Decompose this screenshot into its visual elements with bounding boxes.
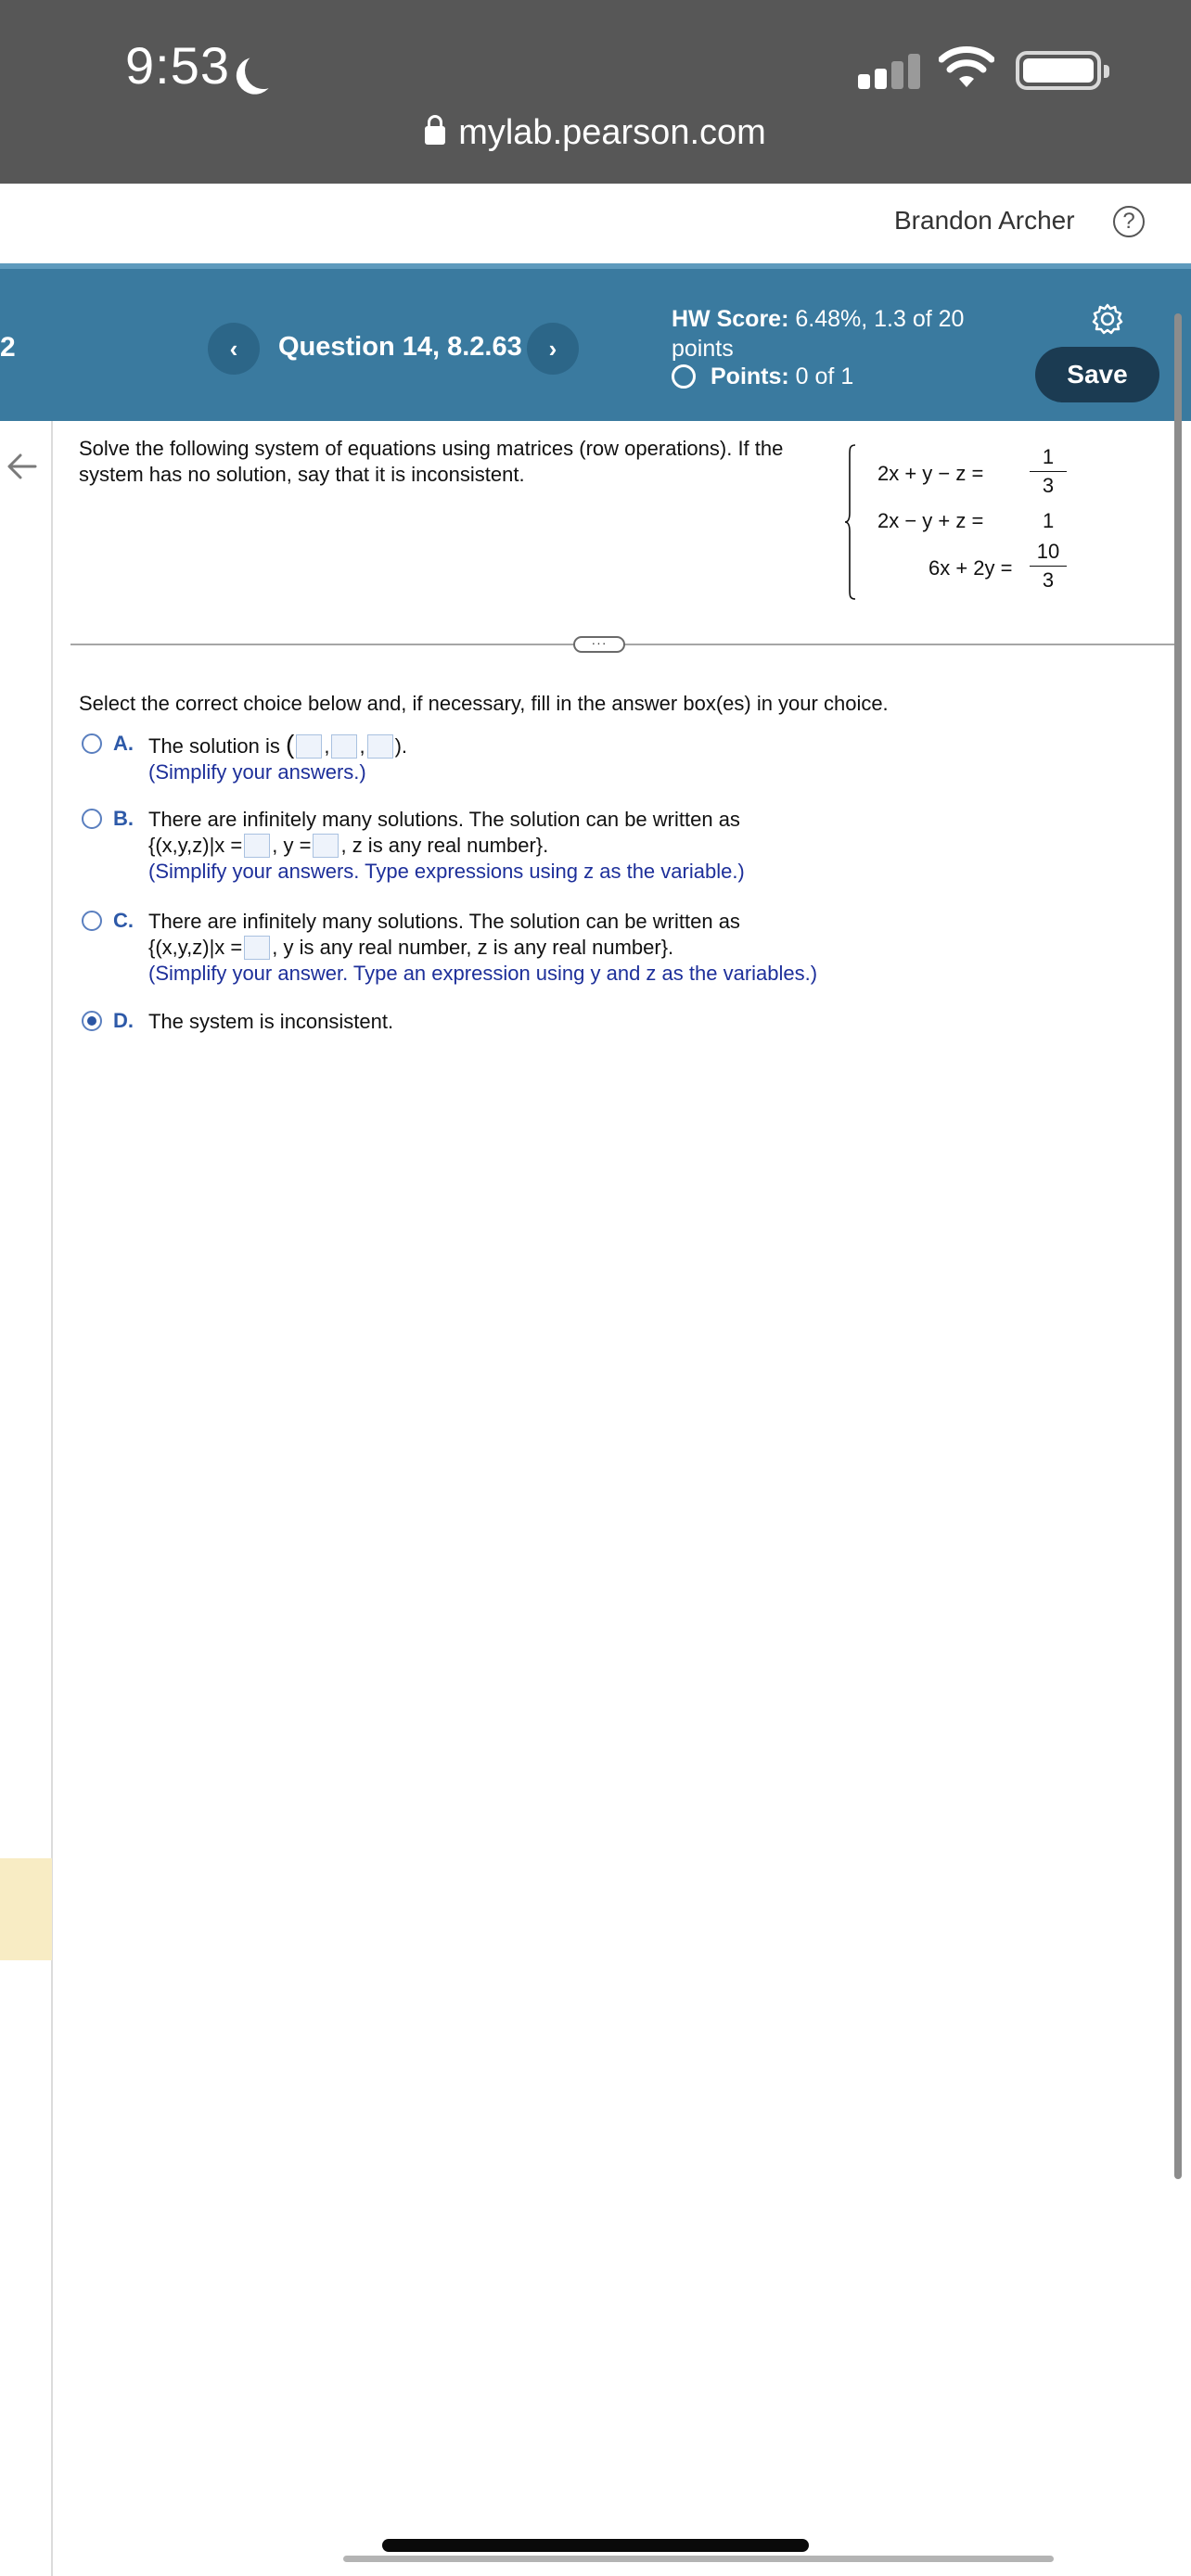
signal-icon (858, 52, 923, 89)
gear-icon[interactable] (1091, 302, 1124, 336)
choice-c-set-start: {(x,y,z)|x = (148, 936, 243, 959)
url-text: mylab.pearson.com (458, 113, 766, 152)
choice-a-radio[interactable] (82, 733, 102, 754)
choice-a-letter: A. (113, 732, 134, 755)
equation-3-denominator: 3 (1042, 568, 1055, 592)
choice-b-hint: (Simplify your answers. Type expressions using z as the variable.) (148, 860, 745, 883)
choice-d-body (148, 1009, 393, 1035)
moon-icon (242, 49, 285, 92)
choice-a-body: The solution is ( , , ). (Simplify your answers.) (148, 730, 408, 784)
choice-a-hint: (Simplify your answers.) (148, 760, 366, 784)
choice-b-radio[interactable] (82, 809, 102, 829)
points-display (672, 363, 853, 390)
hw-score-label: HW Score: (672, 306, 789, 332)
answer-box-z[interactable] (367, 734, 393, 759)
choice-c-letter: C. (113, 909, 134, 932)
next-question-button[interactable]: › (527, 323, 579, 375)
help-icon[interactable]: ? (1113, 206, 1145, 237)
status-time: 9:53 (125, 36, 230, 95)
status-bar (0, 0, 1191, 184)
answer-box-c-x[interactable] (244, 936, 270, 960)
browser-scroll-track (343, 2556, 1054, 2562)
save-button[interactable]: Save (1035, 347, 1159, 402)
left-gutter (0, 421, 53, 2576)
equation-1-rhs (1030, 445, 1067, 498)
lock-icon (425, 126, 445, 145)
url-bar[interactable] (0, 113, 1191, 153)
choice-a-text: The solution is (148, 734, 280, 758)
question-title[interactable]: Question 14, 8.2.63 (278, 332, 522, 362)
back-arrow-icon[interactable] (6, 451, 37, 482)
previous-question-button[interactable]: ‹ (208, 323, 260, 375)
scrollbar[interactable] (1174, 313, 1182, 2179)
battery-icon (1016, 51, 1101, 90)
points-label: Points: (711, 363, 789, 389)
choice-b-set-start: {(x,y,z)|x = (148, 834, 243, 857)
choice-d-text: The system is inconsistent. (148, 1010, 394, 1033)
choice-c-hint: (Simplify your answer. Type an expression using y and z as the variables.) (148, 962, 818, 985)
choice-d-radio[interactable] (82, 1011, 102, 1031)
choice-b-text: There are infinitely many solutions. The solution can be written as (148, 808, 740, 831)
equation-1-numerator: 1 (1030, 445, 1067, 472)
equation-3-rhs (1030, 540, 1067, 593)
choice-c-body (148, 909, 817, 987)
side-tab[interactable] (0, 1858, 52, 1960)
equation-1-denominator: 3 (1042, 474, 1055, 497)
points-circle-icon (672, 364, 696, 389)
equation-2-lhs: 2x − y + z = (877, 509, 984, 532)
question-header (0, 263, 1191, 421)
equation-2-rhs: 1 (1043, 509, 1055, 532)
answer-box-y[interactable] (331, 734, 357, 759)
choice-b-set-end: , z is any real number}. (340, 834, 549, 857)
choice-b-body (148, 807, 745, 885)
choice-c-text: There are infinitely many solutions. The solution can be written as (148, 910, 740, 933)
choice-d-letter: D. (113, 1009, 134, 1032)
wifi-icon (939, 46, 994, 89)
equation-3-lhs: 6x + 2y = (928, 556, 1013, 580)
choice-c-set-end: , y is any real number, z is any real number}. (272, 936, 674, 959)
previous-question-fragment: 2 (0, 332, 16, 363)
equation-1-lhs: 2x + y − z = (877, 462, 984, 485)
answer-box-b-y[interactable] (313, 834, 339, 858)
choice-a-paren-open: ( (285, 730, 295, 759)
choice-a-paren-close: ). (394, 734, 408, 758)
points-value: 0 of 1 (795, 363, 854, 389)
equation-3-numerator: 10 (1030, 540, 1067, 567)
choice-b-y-part: , y = (272, 834, 312, 857)
question-prompt: Solve the following system of equations using matrices (row operations). If the system has no solution, say that it is inconsistent. (79, 437, 784, 486)
expand-more-button[interactable]: ··· (573, 636, 625, 653)
hw-score[interactable] (672, 304, 987, 363)
user-bar (0, 184, 1191, 263)
answer-box-x[interactable] (296, 734, 322, 759)
home-indicator[interactable] (382, 2539, 809, 2552)
user-name[interactable]: Brandon Archer (894, 206, 1075, 235)
choice-c-radio[interactable] (82, 911, 102, 931)
answer-box-b-x[interactable] (244, 834, 270, 858)
hw-score-value: 6.48%, 1.3 of 20 points (672, 306, 965, 362)
instruction-text: Select the correct choice below and, if necessary, fill in the answer box(es) in your choice. (79, 692, 889, 715)
choice-b-letter: B. (113, 807, 134, 830)
equation-system (831, 443, 1072, 601)
